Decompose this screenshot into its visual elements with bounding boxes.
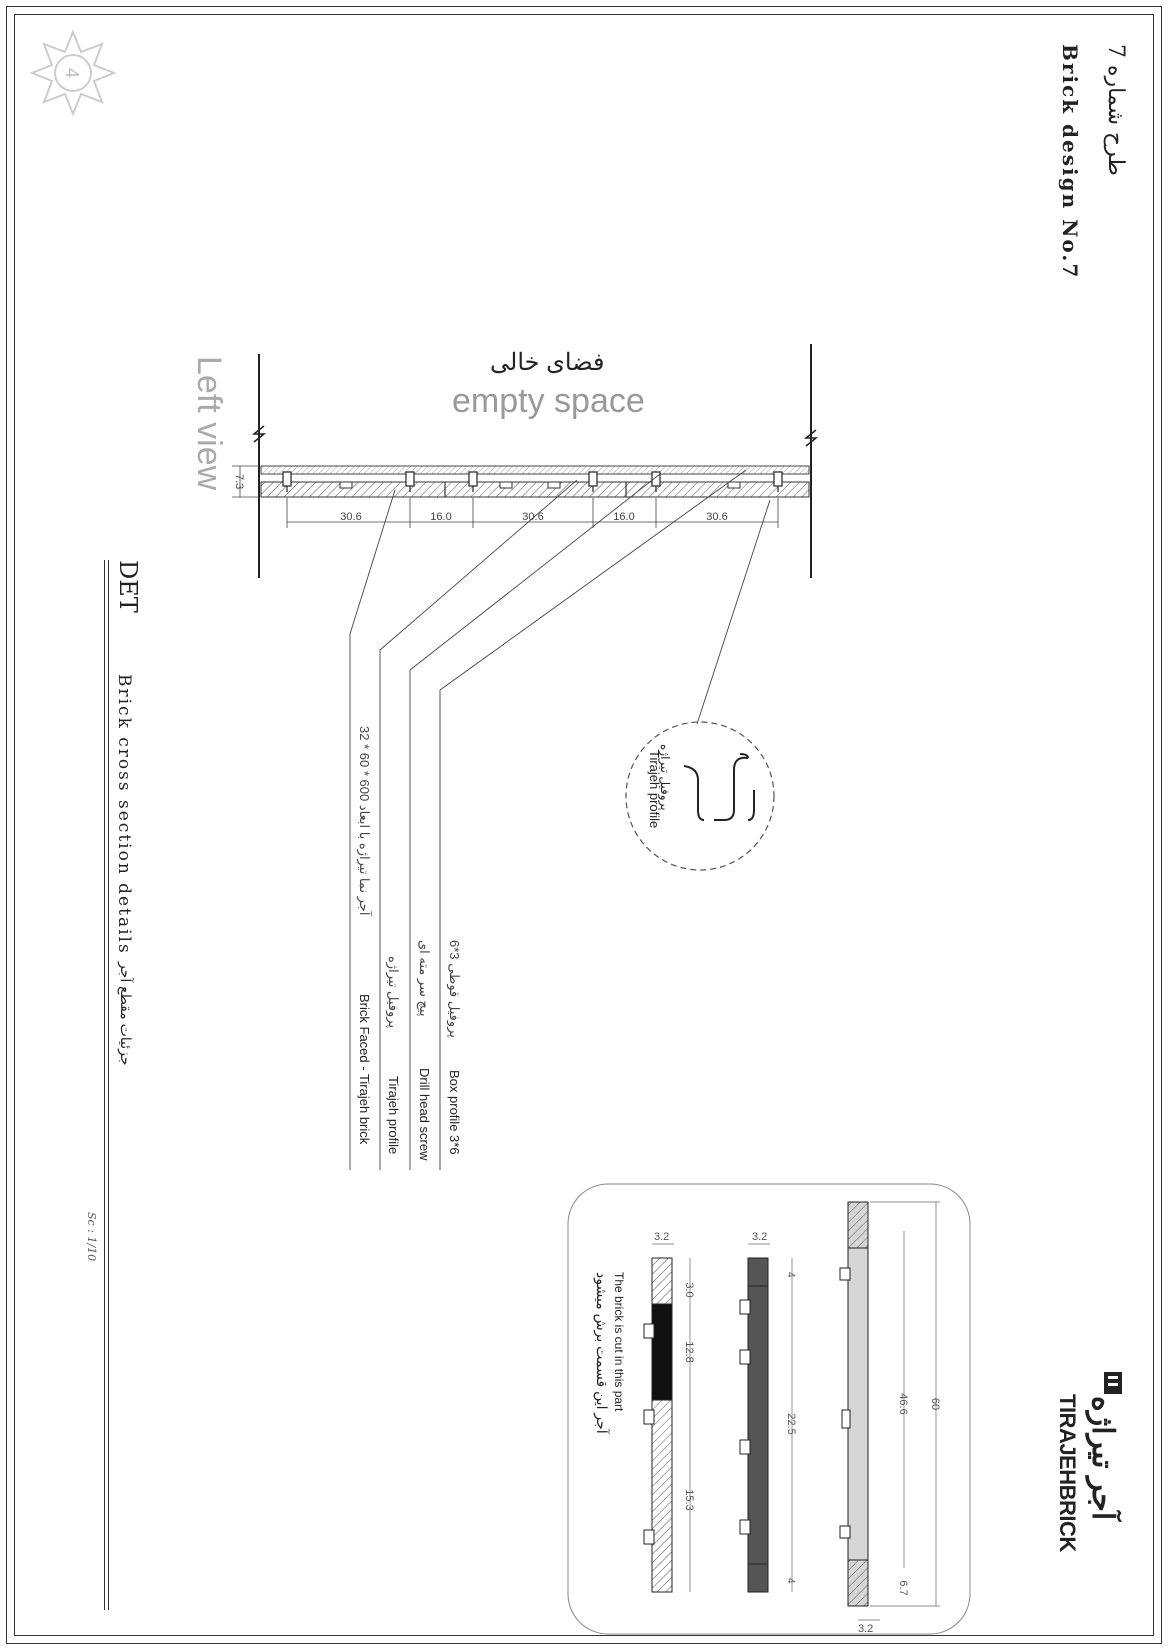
dim-3-2-top: 3.2 [858,1623,874,1635]
left-view-label: Left view [190,356,228,491]
box-profile-english: Box profile 3*6 [447,1070,462,1155]
brick-faced-english: Brick Faced - Tirajeh brick [357,994,372,1145]
dim-3-2-mid: 3.2 [752,1231,768,1243]
tirajeh-profile2-english: Tirajeh profile [386,1076,401,1155]
cross-section-title: Brick cross section details [114,674,134,955]
empty-space-english: empty space [452,382,645,420]
dimension-5: 30.6 [706,511,728,523]
dim-3-2-low: 3.2 [654,1231,670,1243]
cut-note-persian: آجر این قسمت برش میشود [594,1272,610,1434]
scale-label: Sc : 1/10 [85,1212,98,1262]
brand-logo-english: TIRAJEHBRICK [1055,1394,1080,1552]
brick-faced-persian: آجر نما تیراژه با ابعاد 600 * 60 * 32 [357,726,372,916]
dim-6-7: 6.7 [897,1580,909,1596]
dim-60: 60 [929,1397,941,1411]
dimension-4: 16.0 [613,511,635,523]
dim-15-3: 15.3 [683,1489,695,1511]
drill-screw-english: Drill head screw [417,1068,432,1161]
dim-22-5: 22.5 [785,1413,797,1435]
drill-screw-persian: پیچ سر مته ای [417,940,432,1017]
english-title: Brick design No.7 [1058,44,1082,280]
persian-title: طرح شماره 7 [1103,44,1128,176]
dimension-3: 30.6 [522,511,544,523]
dim-12-8: 12.8 [683,1341,695,1363]
box-profile-persian: پروفیل قوطی 3*6 [447,940,462,1038]
dimension-2: 16.0 [430,511,452,523]
dim-46-6: 46.6 [897,1393,909,1415]
thickness-dimension: 7.3 [233,474,245,490]
tirajeh-profile-english: Tirajeh profile [647,750,662,829]
tirajeh-profile-persian: پروفیل تیراژه [658,744,672,811]
brand-logo-persian: آجر تیراژه [1086,1396,1119,1521]
tirajeh-profile2-persian: پروفیل تیراژه [386,956,401,1029]
dim-4-b: 4 [785,1578,796,1584]
cross-section-title-persian: جزئیات مقطع آجر [118,962,134,1066]
brick-cut [644,1258,672,1592]
det-label: DET [114,560,142,613]
empty-space-persian: فضای خالی [490,349,605,376]
sheet-number: 4 [62,67,82,79]
brick-mid [740,1258,768,1592]
dim-3-0: 3.0 [683,1282,695,1298]
dim-4-a: 4 [785,1272,796,1278]
cut-note-english: The brick is cut in this part [612,1272,626,1412]
brick-full [840,1202,868,1606]
dimension-1: 30.6 [340,511,362,523]
